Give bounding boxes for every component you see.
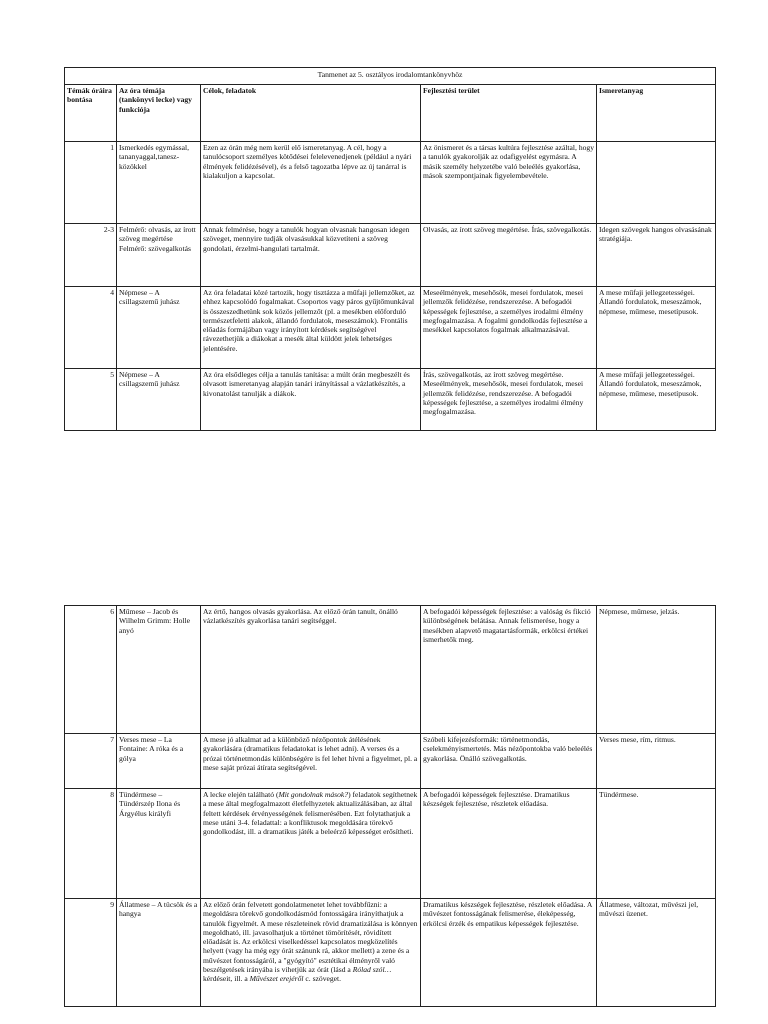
row-topic: Népmese – A csillagszemű juhász	[117, 369, 201, 431]
goals-text: kérdéseit, ill. a	[203, 974, 250, 983]
row-development: A befogadói képességek fejlesztése. Dramatikus készségek fejlesztése, részletek előadása.	[421, 789, 597, 899]
table-title: Tanmenet az 5. osztályos irodalomtankönyvhöz	[65, 68, 716, 85]
row-development: Dramatikus készségek fejlesztése, részletek előadása. A művészet fontosságának felismerése, éleképesség, erkölcsi érzék és empatikus képességek fejlesztése.	[421, 899, 597, 1007]
row-goals: Az óra elsődleges célja a tanulás tanítása: a múlt órán megbeszélt és olvasott ismeretanyag alapján tanári irányítással a vázlatkészítés, a kivonatolást tanulják a diákok.	[201, 369, 421, 431]
row-development: Írás, szövegalkotás, az írott szöveg megértése. Meseélmények, mesehősök, mesei fordulatok, mesei jellemzők felidézése, rendszerezése. A befogadói képességek fejlesztése, a személyes irodalmi élmény megfogalmazása.	[421, 369, 597, 431]
row-topic: Verses mese – La Fontaine: A róka és a gólya	[117, 734, 201, 789]
header-celok: Célok, feladatok	[201, 85, 421, 142]
row-goals: Az értő, hangos olvasás gyakorlása. Az előző órán tanult, önálló vázlatkészítés gyakorlása tanári segítséggel.	[201, 606, 421, 734]
table-row	[65, 606, 716, 734]
table-row	[65, 142, 716, 224]
row-number: 9	[65, 899, 117, 1007]
row-topic: Népmese – A csillagszemű juhász	[117, 287, 201, 369]
row-knowledge: Állatmese, változat, művészi jel, művészi üzenet.	[597, 899, 716, 1007]
row-knowledge: Verses mese, rím, ritmus.	[597, 734, 716, 789]
row-development: A befogadói képességek fejlesztése: a valóság és fikció különbségének belátása. Annak felismerése, hogy a mesékben alapvető magatartásformák, erkölcsi értékei ismerhetők meg.	[421, 606, 597, 734]
goals-emphasis: Művészet erejéről	[249, 974, 304, 983]
row-topic: Felmérő: olvasás, az írott szöveg megértése Felmérő: szövegalkotás	[117, 224, 201, 287]
goals-text: A lecke elején található (	[203, 790, 279, 799]
row-goals	[201, 899, 421, 1007]
row-knowledge: Idegen szövegek hangos olvasásának stratégiája.	[597, 224, 716, 287]
table-row	[65, 789, 716, 899]
table-row	[65, 224, 716, 287]
row-number: 6	[65, 606, 117, 734]
table-row	[65, 369, 716, 431]
row-topic: Tündérmese – Tündérszép Ilona és Árgyélus királyfi	[117, 789, 201, 899]
row-topic: Ismerkedés egymással, tananyaggal,taneszközökkel	[117, 142, 201, 224]
curriculum-table-top	[64, 67, 716, 431]
row-goals: Ezen az órán még nem kerül elő ismeretanyag. A cél, hogy a tanulócsoport személyes kötődései felelevenedjenek (például a nyári élmények felidézésével), és a felső tagozatba lépve az új tanárral is kialakuljon a kapcsolat.	[201, 142, 421, 224]
goals-emphasis: Mit gondolnak mások?	[278, 790, 349, 799]
row-number: 8	[65, 789, 117, 899]
row-knowledge: Tündérmese.	[597, 789, 716, 899]
row-goals: A mese jó alkalmat ad a különböző nézőpontok átélésének gyakorlására (dramatikus feladatokat is lehet adni). A verses és a prózai történetmondás különbségére is fel lehet hívni a figyelmet, pl. a mese saját prózai átírata segítségével.	[201, 734, 421, 789]
goals-text: Az előző órán felvetett gondolatmenetet lehet továbbfűzni: a megoldásra törekvő gondolkodásmód fontosságára irányíthatjuk a tanulók figyelmét. A mese részleteinek rövid dramatizálása is könnyen megoldható, ill. javasolhatjuk a történet tömörítését, rövidített előadását is. Az erkölcsi viselkedéssel kapcsolatos megközelítés helyett (vagy ha még egy órát szánunk rá, akkor mellett) a zene és a művészet fontosságáról, a "gyógyító" esztétikai élményről való beszélgetések irányába is vihetjük az órát (lásd a	[203, 900, 418, 974]
row-goals	[201, 789, 421, 899]
row-development: Az önismeret és a társas kultúra fejlesztése azáltal, hogy a tanulók gyakorolják az odafigyelést egymásra. A másik személy helyzetébe való beleélés gyakorlása, mások szempontjainak figyelembevétele.	[421, 142, 597, 224]
row-development: Olvasás, az írott szöveg megértése. Írás, szövegalkotás.	[421, 224, 597, 287]
header-fejlesztesi: Fejlesztési terület	[421, 85, 597, 142]
row-topic: Műmese – Jacob és Wilhelm Grimm: Holle anyó	[117, 606, 201, 734]
row-goals: Az óra feladatai közé tartozik, hogy tisztázza a műfaji jellemzőket, az ehhez kapcsolódó fogalmakat. Csoportos vagy páros gyűjtőmunkával is összeszedhetünk sok közös jellemzőt (pl. a mesékben előforduló természetfeletti alakok, állandó fordulatok, meseszámok). Frontális előadás formájában vagy irányított kérdések segítségével rávezethetjük a diákokat a mesék által küldött jelek lehetséges jelentésére.	[201, 287, 421, 369]
header-ismeretanyag: Ismeretanyag	[597, 85, 716, 142]
table-row	[65, 287, 716, 369]
row-knowledge: A mese műfaji jellegzetességei. Állandó fordulatok, meseszámok, népmese, műmese, mesetípusok.	[597, 287, 716, 369]
row-goals: Annak felmérése, hogy a tanulók hogyan olvasnak hangosan idegen szöveget, mennyire tudják olvasásukkal közvetíteni a szöveg gondolati, érzelmi-hangulati tartalmát.	[201, 224, 421, 287]
row-development: Meseélmények, mesehősök, mesei fordulatok, mesei jellemzők felidézése, rendszerezése. A befogadói képességek fejlesztése, a személyes irodalmi élmény megfogalmazása. A fogalmi gondolkodás fejlesztése a mesékkel kapcsolatos fogalmak alkalmazásával.	[421, 287, 597, 369]
curriculum-table-bottom	[64, 605, 716, 1007]
row-knowledge: A mese műfaji jellegzetességei. Állandó fordulatok, meseszámok, népmese, műmese, mesetípusok.	[597, 369, 716, 431]
goals-text: c. szöveget.	[303, 974, 342, 983]
row-knowledge	[597, 142, 716, 224]
row-number: 4	[65, 287, 117, 369]
header-temak: Témák óráira bontása	[65, 85, 117, 142]
row-number: 1	[65, 142, 117, 224]
table-row	[65, 899, 716, 1007]
row-number: 2-3	[65, 224, 117, 287]
row-number: 7	[65, 734, 117, 789]
goals-text: ) feladatok segíthetnek a mese által megfogalmazott életfelhyzetek aktualizálásában, az által feltett kérdések érvényességének felismerésében. Ezt folytathatjuk a mese utáni 3-4. feladattal: a konfliktusok megoldására törekvő gondolkodást, ill. a dramatikus játék a beleérző képességet erősítheti.	[203, 790, 418, 836]
row-knowledge: Népmese, műmese, jelzás.	[597, 606, 716, 734]
goals-emphasis: Rólad szól…	[352, 964, 392, 974]
header-ora-temaja: Az óra témája (tankönyvi lecke) vagy funkciója	[117, 85, 201, 142]
row-topic: Állatmese – A tücsök és a hangya	[117, 899, 201, 1007]
row-number: 5	[65, 369, 117, 431]
row-development: Szóbeli kifejezésformák: történetmondás, cselekményismertetés. Más nézőpontokba való beleélés gyakorlása. Önálló szövegalkotás.	[421, 734, 597, 789]
table-row	[65, 734, 716, 789]
